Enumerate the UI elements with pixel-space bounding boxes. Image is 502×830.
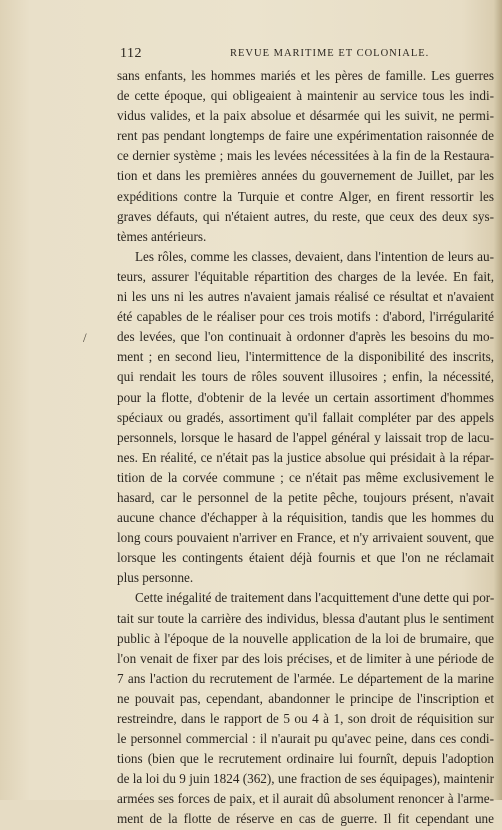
text-line: sans enfants, les hommes mariés et les pères de famille. Les guerres — [117, 68, 494, 83]
text-line: aucune chance d'échapper à la réquisition, tandis que les hommes du — [117, 510, 494, 526]
text-line: personnels, lorsque le hasard de l'appel général y laissait trop de lacu- — [117, 429, 494, 445]
text-line: ne pouvait pas, cependant, abandonner le principe de l'inscription et — [117, 690, 494, 706]
text-line: lorsque les contingents étaient déjà fournis et que l'on ne réclamait — [117, 550, 494, 566]
text-line: ment de la flotte de réserve en cas de guerre. Il fit cependant une — [117, 811, 494, 827]
text-line: nes. En réalité, ce n'était pas la justice absolue qui présidait à la répar- — [117, 449, 494, 465]
text-line: tait sur toute la carrière des individus, blessa d'autant plus le sentiment — [117, 610, 494, 626]
text-line: long cours pouvaient n'arriver en France, et n'y arrivaient souvent, que — [117, 530, 494, 546]
text-line: public à l'époque de la nouvelle application de la loi de brumaire, que — [117, 630, 494, 646]
text-line: de cette époque, qui obligeaient à maintenir au service tous les indi- — [117, 88, 494, 104]
page-number: 112 — [120, 46, 142, 61]
text-line: de la loi du 9 juin 1824 (362), une fraction de ses équipages), maintenir — [117, 771, 494, 787]
margin-mark: / — [83, 330, 87, 345]
text-line: tions (bien que le recrutement ordinaire lui fournît, depuis l'adoption — [117, 751, 494, 767]
text-line: spéciaux ou gradés, assortiment qu'il fallait compléter par des appels — [117, 409, 494, 425]
text-line: pour la flotte, d'obtenir de la levée un certain assortiment d'hommes — [117, 389, 494, 405]
text-line: expéditions contre la Turquie et contre Alger, en firent ressortir les — [117, 188, 494, 204]
text-line: restreindre, dans le rapport de 5 ou 4 à 1, son droit de réquisition sur — [117, 711, 494, 726]
text-line: vidus valides, et la paix absolue et désarmée qui les suivit, ne permi- — [117, 108, 494, 124]
text-line: tition de la corvée commune ; ce n'était pas même exclusivement le — [117, 469, 494, 485]
text-line: l'on venait de fixer par des lois précises, et de limiter à une période de — [117, 650, 494, 666]
text-line: été capables de le réaliser pour ces trois motifs : d'abord, l'irrégularité — [117, 309, 494, 325]
text-line: tion et dans les premières années du gouvernement de Juillet, par les — [117, 168, 494, 184]
page-edge — [494, 0, 502, 800]
text-line: le personnel commercial : il n'aurait pu qu'avec peine, dans ces condi- — [117, 731, 494, 747]
text-line: qui rendait les tours de rôles souvent illusoires ; enfin, la nécessité, — [117, 369, 494, 385]
text-line: Cette inégalité de traitement dans l'acquittement d'une dette qui por- — [135, 590, 494, 606]
running-title: REVUE MARITIME ET COLONIALE. — [230, 48, 430, 59]
body-text — [117, 66, 494, 830]
text-line: plus personne. — [117, 570, 194, 586]
text-line: 7 ans l'action du recrutement de l'armée. Le département de la marine — [117, 670, 494, 686]
text-line: ni les uns ni les autres n'avaient jamais réalisé ce résultat et n'avaient — [117, 289, 494, 305]
text-line: hasard, car le personnel de la petite pêche, toujours présent, n'avait — [117, 489, 494, 505]
text-line: graves défauts, qui n'étaient autres, du reste, que ceux des deux sys- — [117, 208, 494, 224]
text-line: armées ses forces de paix, et il aurait dû absolument renoncer à l'arme- — [117, 791, 494, 807]
text-line: des levées, que l'on continuait à ordonner d'après les besoins du mo- — [117, 329, 494, 345]
text-line: Les rôles, comme les classes, devaient, dans l'intention de leurs au- — [135, 248, 494, 264]
text-line: ment ; en second lieu, l'intermittence de la disponibilité des inscrits, — [117, 349, 494, 365]
text-line: tèmes antérieurs. — [117, 228, 207, 244]
text-line: teurs, assurer l'équitable répartition des charges de la levée. En fait, — [117, 268, 494, 284]
page-header — [120, 46, 470, 62]
text-line: rent pas pendant longtemps de faire une expérimentation raisonnée de — [117, 128, 494, 144]
text-line: ce dernier système ; mais les levées nécessitées à la fin de la Restaura- — [117, 148, 494, 164]
